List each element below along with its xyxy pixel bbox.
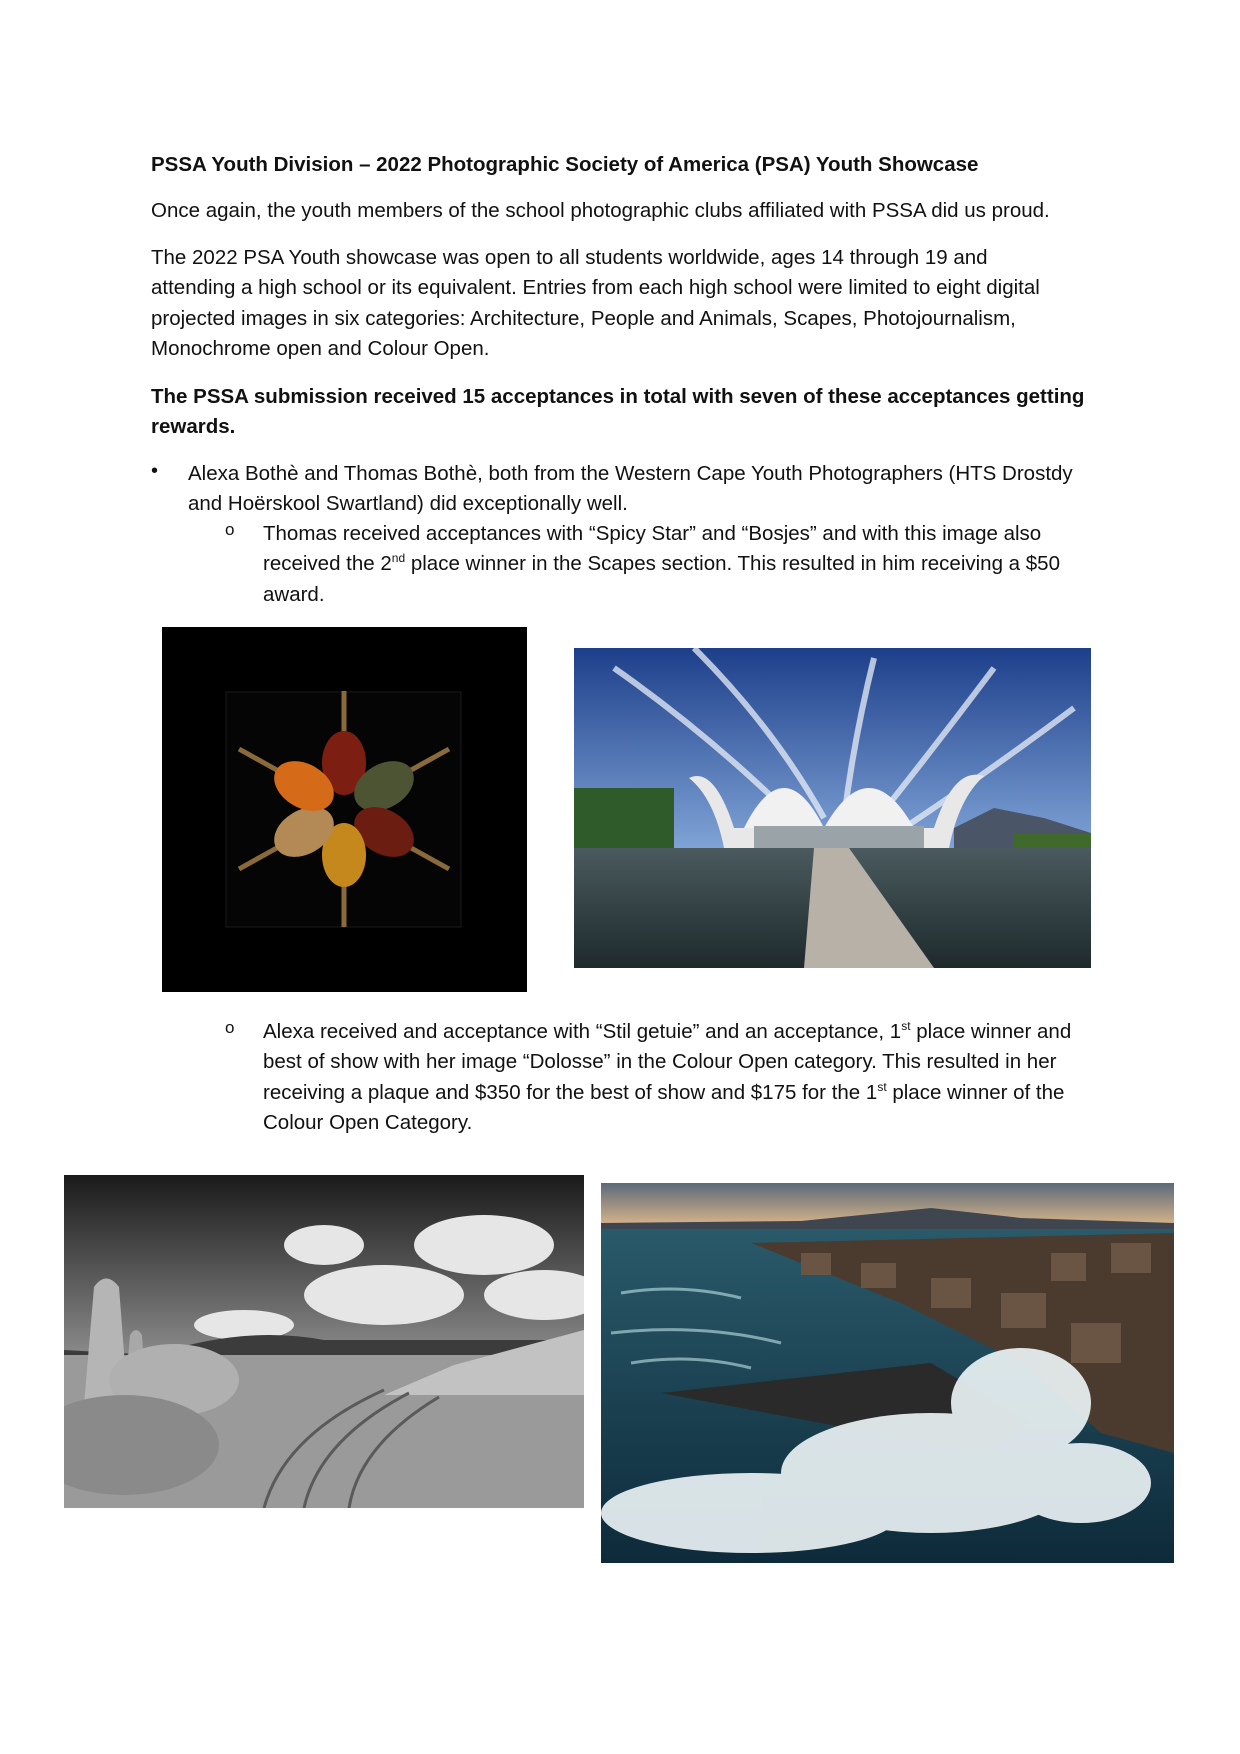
bullet-marker: • [151,460,159,482]
photo-stil-getuie [64,1175,584,1508]
summary-line: The PSSA submission received 15 acceptances in total with seven of these acceptances getting [151,385,1085,408]
ordinal-superscript: st [877,1080,887,1095]
thomas-line: award. [263,583,325,606]
paragraph-line: projected images in six categories: Architecture, People and Animals, Scapes, Photojournalism, [151,307,1016,330]
thomas-line: Thomas received acceptances with “Spicy Star” and “Bosjes” and with this image also [263,522,1042,545]
photo-spicy-star [162,627,527,992]
paragraph-line: attending a high school or its equivalent. Entries from each high school were limited to eight digital [151,276,1040,299]
sub-bullet-marker: o [225,1018,235,1037]
intro-paragraph: Once again, the youth members of the school photographic clubs affiliated with PSSA did us proud. [151,199,1050,222]
paragraph-line: The 2022 PSA Youth showcase was open to all students worldwide, ages 14 through 19 and [151,246,988,269]
alexa-line: best of show with her image “Dolosse” in the Colour Open category. This resulted in her [263,1050,1057,1073]
ordinal-superscript: st [901,1019,911,1034]
paragraph-line: Monochrome open and Colour Open. [151,337,490,360]
ordinal-superscript: nd [391,551,406,566]
document-heading: PSSA Youth Division – 2022 Photographic Society of America (PSA) Youth Showcase [151,153,979,176]
photo-bosjes [574,648,1091,968]
sub-bullet-marker: o [225,520,235,539]
bullet-line: and Hoërskool Swartland) did exceptionally well. [188,492,628,515]
photo-dolosse [601,1183,1174,1563]
summary-line: rewards. [151,415,236,438]
bullet-line: Alexa Bothè and Thomas Bothè, both from the Western Cape Youth Photographers (HTS Drostdy [188,462,1073,485]
thomas-line: received the 2nd place winner in the Scapes section. This resulted in him receiving a $50 [263,551,1060,575]
alexa-line: Colour Open Category. [263,1111,473,1134]
alexa-line: Alexa received and acceptance with “Stil getuie” and an acceptance, 1st place winner and [263,1019,1072,1043]
alexa-line: receiving a plaque and $350 for the best of show and $175 for the 1st place winner of the [263,1080,1065,1104]
